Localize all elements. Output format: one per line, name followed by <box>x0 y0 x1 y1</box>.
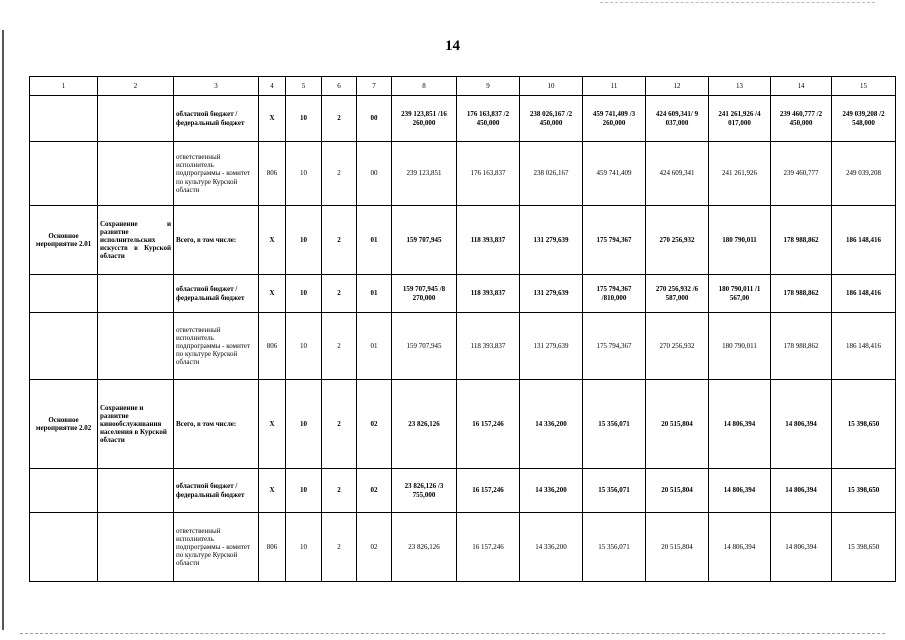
cell-value: 14 806,394 <box>771 513 832 582</box>
col-header-6: 6 <box>322 77 357 96</box>
cell-value: 159 707,945 <box>392 313 457 380</box>
cell-value: 20 515,804 <box>646 380 709 469</box>
cell-value: 14 806,394 <box>709 380 771 469</box>
cell-om: 01 <box>357 206 392 275</box>
cell-source: ответственный исполнитель подпрограммы - комитет по культуре Курской области <box>174 513 259 582</box>
cell-value: 14 806,394 <box>709 469 771 513</box>
cell-om: 02 <box>357 469 392 513</box>
cell-value: 241 261,926 /4 017,000 <box>709 96 771 142</box>
cell-title <box>98 96 174 142</box>
cell-title: Сохранение и развитие кинообслуживания населения в Курской области <box>98 380 174 469</box>
col-header-5: 5 <box>286 77 322 96</box>
cell-gp: 10 <box>286 313 322 380</box>
col-header-15: 15 <box>832 77 896 96</box>
cell-value: 118 393,837 <box>457 275 520 313</box>
cell-grbs: X <box>259 380 286 469</box>
col-header-1: 1 <box>30 77 98 96</box>
col-header-9: 9 <box>457 77 520 96</box>
cell-source: Всего, в том числе: <box>174 206 259 275</box>
cell-om: 01 <box>357 275 392 313</box>
cell-grbs: 806 <box>259 313 286 380</box>
cell-value: 131 279,639 <box>520 206 583 275</box>
cell-value: 16 157,246 <box>457 380 520 469</box>
cell-event <box>30 96 98 142</box>
scan-bottom-rule <box>20 633 885 635</box>
cell-value: 239 123,851 <box>392 142 457 206</box>
cell-value: 178 988,862 <box>771 313 832 380</box>
table-row <box>30 313 896 380</box>
col-header-8: 8 <box>392 77 457 96</box>
cell-gp: 10 <box>286 206 322 275</box>
cell-grbs: X <box>259 469 286 513</box>
cell-source: ответственный исполнитель подпрограммы - комитет по культуре Курской области <box>174 142 259 206</box>
cell-value: 180 790,011 <box>709 206 771 275</box>
cell-value: 15 356,071 <box>583 380 646 469</box>
cell-value: 424 609,341/ 9 037,000 <box>646 96 709 142</box>
cell-om: 02 <box>357 380 392 469</box>
cell-grbs: 806 <box>259 513 286 582</box>
col-header-12: 12 <box>646 77 709 96</box>
cell-value: 175 794,367 <box>583 206 646 275</box>
cell-value: 270 256,932 /6 587,000 <box>646 275 709 313</box>
cell-gp: 10 <box>286 275 322 313</box>
cell-pgp: 2 <box>322 275 357 313</box>
cell-value: 239 460,777 /2 450,000 <box>771 96 832 142</box>
cell-value: 20 515,804 <box>646 513 709 582</box>
cell-value: 249 039,208 <box>832 142 896 206</box>
cell-value: 131 279,639 <box>520 313 583 380</box>
table-row <box>30 513 896 582</box>
cell-event <box>30 313 98 380</box>
cell-value: 238 026,167 /2 450,000 <box>520 96 583 142</box>
cell-source: областной бюджет /федеральный бюджет <box>174 275 259 313</box>
col-header-2: 2 <box>98 77 174 96</box>
cell-gp: 10 <box>286 469 322 513</box>
cell-value: 180 790,011 /1 567,00 <box>709 275 771 313</box>
cell-value: 175 794,367 /810,000 <box>583 275 646 313</box>
cell-source: ответственный исполнитель подпрограммы - комитет по культуре Курской области <box>174 313 259 380</box>
cell-source: областной бюджет /федеральный бюджет <box>174 469 259 513</box>
col-header-3: 3 <box>174 77 259 96</box>
col-header-13: 13 <box>709 77 771 96</box>
table-row <box>30 206 896 275</box>
cell-event <box>30 469 98 513</box>
cell-event <box>30 275 98 313</box>
cell-value: 14 336,200 <box>520 469 583 513</box>
table-row <box>30 469 896 513</box>
col-header-11: 11 <box>583 77 646 96</box>
cell-value: 23 826,126 <box>392 513 457 582</box>
cell-value: 15 356,071 <box>583 469 646 513</box>
cell-value: 20 515,804 <box>646 469 709 513</box>
col-header-4: 4 <box>259 77 286 96</box>
cell-value: 186 148,416 <box>832 275 896 313</box>
cell-pgp: 2 <box>322 206 357 275</box>
table-row <box>30 96 896 142</box>
budget-table <box>29 76 896 582</box>
cell-value: 186 148,416 <box>832 313 896 380</box>
scan-top-rule <box>600 2 875 4</box>
cell-value: 178 988,862 <box>771 275 832 313</box>
cell-value: 180 790,011 <box>709 313 771 380</box>
col-header-14: 14 <box>771 77 832 96</box>
scan-left-edge <box>2 30 4 630</box>
cell-value: 15 398,650 <box>832 513 896 582</box>
cell-title <box>98 142 174 206</box>
cell-value: 159 707,945 /8 270,000 <box>392 275 457 313</box>
col-header-10: 10 <box>520 77 583 96</box>
cell-value: 23 826,126 /3 755,000 <box>392 469 457 513</box>
cell-pgp: 2 <box>322 313 357 380</box>
cell-value: 118 393,837 <box>457 313 520 380</box>
cell-value: 118 393,837 <box>457 206 520 275</box>
cell-pgp: 2 <box>322 380 357 469</box>
page-number: 14 <box>445 38 460 54</box>
table-row <box>30 142 896 206</box>
cell-value: 459 741,409 /3 260,000 <box>583 96 646 142</box>
cell-value: 459 741,409 <box>583 142 646 206</box>
cell-grbs: X <box>259 96 286 142</box>
cell-event <box>30 513 98 582</box>
cell-value: 241 261,926 <box>709 142 771 206</box>
cell-gp: 10 <box>286 513 322 582</box>
cell-value: 270 256,932 <box>646 313 709 380</box>
cell-om: 02 <box>357 513 392 582</box>
column-number-row <box>30 77 896 96</box>
cell-grbs: 806 <box>259 142 286 206</box>
table-row <box>30 380 896 469</box>
cell-value: 249 039,208 /2 548,000 <box>832 96 896 142</box>
cell-value: 15 398,650 <box>832 380 896 469</box>
cell-title: Сохранение и развитие исполнительских искусств в Курской области <box>98 206 174 275</box>
cell-value: 270 256,932 <box>646 206 709 275</box>
cell-grbs: X <box>259 206 286 275</box>
cell-value: 239 460,777 <box>771 142 832 206</box>
cell-title <box>98 275 174 313</box>
cell-value: 23 826,126 <box>392 380 457 469</box>
cell-gp: 10 <box>286 96 322 142</box>
cell-value: 175 794,367 <box>583 313 646 380</box>
cell-value: 16 157,246 <box>457 513 520 582</box>
cell-value: 16 157,246 <box>457 469 520 513</box>
cell-value: 15 356,071 <box>583 513 646 582</box>
cell-event: Основное мероприятие 2.02 <box>30 380 98 469</box>
cell-value: 14 806,394 <box>771 380 832 469</box>
cell-source: Всего, в том числе: <box>174 380 259 469</box>
cell-value: 186 148,416 <box>832 206 896 275</box>
cell-value: 238 026,167 <box>520 142 583 206</box>
cell-event: Основное мероприятие 2.01 <box>30 206 98 275</box>
cell-om: 01 <box>357 313 392 380</box>
cell-grbs: X <box>259 275 286 313</box>
cell-value: 14 806,394 <box>771 469 832 513</box>
cell-value: 159 707,945 <box>392 206 457 275</box>
cell-value: 14 336,200 <box>520 380 583 469</box>
cell-pgp: 2 <box>322 469 357 513</box>
cell-value: 176 163,837 <box>457 142 520 206</box>
cell-om: 00 <box>357 96 392 142</box>
cell-gp: 10 <box>286 380 322 469</box>
cell-value: 239 123,851 /16 260,000 <box>392 96 457 142</box>
cell-pgp: 2 <box>322 513 357 582</box>
cell-value: 15 398,650 <box>832 469 896 513</box>
cell-value: 424 609,341 <box>646 142 709 206</box>
cell-title <box>98 313 174 380</box>
cell-pgp: 2 <box>322 96 357 142</box>
table-row <box>30 275 896 313</box>
cell-event <box>30 142 98 206</box>
col-header-7: 7 <box>357 77 392 96</box>
cell-value: 14 806,394 <box>709 513 771 582</box>
cell-pgp: 2 <box>322 142 357 206</box>
cell-om: 00 <box>357 142 392 206</box>
cell-source: областной бюджет /федеральный бюджет <box>174 96 259 142</box>
cell-title <box>98 513 174 582</box>
cell-gp: 10 <box>286 142 322 206</box>
cell-title <box>98 469 174 513</box>
cell-value: 14 336,200 <box>520 513 583 582</box>
cell-value: 176 163,837 /2 450,000 <box>457 96 520 142</box>
cell-value: 131 279,639 <box>520 275 583 313</box>
cell-value: 178 988,862 <box>771 206 832 275</box>
